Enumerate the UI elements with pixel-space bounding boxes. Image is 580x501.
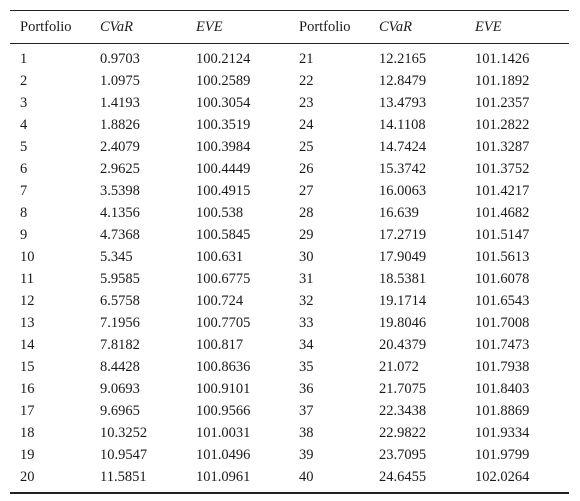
cell-portfolio-right: 28	[299, 204, 314, 221]
cell-cvar-right: 12.2165	[379, 50, 427, 67]
cell-portfolio-right: 27	[299, 182, 314, 199]
cell-portfolio-left: 2	[20, 72, 28, 89]
cell-portfolio-left: 5	[20, 138, 28, 155]
cell-portfolio-left: 10	[20, 248, 35, 265]
cell-eve-left: 100.724	[196, 292, 244, 309]
cell-eve-left: 100.538	[196, 204, 244, 221]
table-row	[10, 400, 569, 422]
cell-portfolio-left: 19	[20, 446, 35, 463]
cell-eve-right: 101.7938	[475, 358, 530, 375]
cell-portfolio-right: 31	[299, 270, 314, 287]
table-row	[10, 70, 569, 92]
cell-eve-left: 100.6775	[196, 270, 251, 287]
cell-cvar-right: 18.5381	[379, 270, 427, 287]
cell-eve-left: 101.0031	[196, 424, 251, 441]
cell-cvar-left: 5.345	[100, 248, 133, 265]
cell-portfolio-left: 11	[20, 270, 34, 287]
cell-eve-right: 101.6078	[475, 270, 530, 287]
cell-eve-right: 101.3287	[475, 138, 530, 155]
cell-cvar-left: 7.1956	[100, 314, 140, 331]
cell-portfolio-right: 40	[299, 468, 314, 485]
cell-cvar-right: 23.7095	[379, 446, 427, 463]
cell-portfolio-left: 13	[20, 314, 35, 331]
table-row	[10, 246, 569, 268]
cell-portfolio-right: 37	[299, 402, 314, 419]
cell-eve-left: 101.0961	[196, 468, 251, 485]
header-cvar-right: CVaR	[379, 18, 413, 35]
cell-eve-left: 100.7705	[196, 314, 251, 331]
table-row	[10, 466, 569, 493]
cell-cvar-left: 9.6965	[100, 402, 140, 419]
cell-portfolio-right: 29	[299, 226, 314, 243]
cell-cvar-left: 6.5758	[100, 292, 140, 309]
cell-portfolio-right: 32	[299, 292, 314, 309]
cell-cvar-left: 1.0975	[100, 72, 140, 89]
table-row	[10, 202, 569, 224]
cell-portfolio-left: 20	[20, 468, 35, 485]
cell-eve-right: 101.9799	[475, 446, 530, 463]
cell-cvar-left: 5.9585	[100, 270, 140, 287]
cell-portfolio-right: 25	[299, 138, 314, 155]
table-row	[10, 158, 569, 180]
cell-eve-left: 100.2589	[196, 72, 251, 89]
cell-portfolio-left: 12	[20, 292, 35, 309]
cell-eve-right: 101.8403	[475, 380, 530, 397]
cell-eve-left: 100.631	[196, 248, 244, 265]
cell-portfolio-right: 33	[299, 314, 314, 331]
cell-eve-right: 102.0264	[475, 468, 530, 485]
cell-cvar-left: 0.9703	[100, 50, 140, 67]
portfolio-table-container	[10, 10, 569, 494]
cell-cvar-left: 10.9547	[100, 446, 148, 463]
cell-eve-right: 101.6543	[475, 292, 530, 309]
table-body	[10, 44, 569, 494]
cell-eve-left: 100.817	[196, 336, 244, 353]
cell-cvar-right: 16.0063	[379, 182, 427, 199]
table-row	[10, 444, 569, 466]
cell-eve-left: 101.0496	[196, 446, 251, 463]
table-row	[10, 312, 569, 334]
cell-cvar-left: 4.7368	[100, 226, 140, 243]
cell-eve-right: 101.4682	[475, 204, 530, 221]
table-header-row	[10, 11, 569, 44]
cell-cvar-right: 20.4379	[379, 336, 427, 353]
cell-eve-right: 101.3752	[475, 160, 530, 177]
cell-portfolio-left: 6	[20, 160, 28, 177]
cell-cvar-right: 16.639	[379, 204, 419, 221]
cell-cvar-left: 2.4079	[100, 138, 140, 155]
table-row	[10, 136, 569, 158]
cell-cvar-left: 1.4193	[100, 94, 140, 111]
cell-eve-right: 101.2357	[475, 94, 530, 111]
cell-cvar-left: 3.5398	[100, 182, 140, 199]
cell-eve-right: 101.1892	[475, 72, 530, 89]
table-row	[10, 422, 569, 444]
cell-cvar-left: 1.8826	[100, 116, 140, 133]
header-cvar-left: CVaR	[100, 18, 134, 35]
table-row	[10, 180, 569, 202]
table-row	[10, 92, 569, 114]
cell-eve-left: 100.2124	[196, 50, 251, 67]
table-row	[10, 356, 569, 378]
cell-cvar-right: 17.9049	[379, 248, 427, 265]
cell-portfolio-right: 35	[299, 358, 314, 375]
header-portfolio-right: Portfolio	[299, 18, 351, 35]
cell-portfolio-right: 23	[299, 94, 314, 111]
cell-eve-left: 100.3519	[196, 116, 251, 133]
cell-cvar-left: 2.9625	[100, 160, 140, 177]
cell-cvar-right: 24.6455	[379, 468, 427, 485]
header-eve-left: EVE	[196, 18, 223, 35]
cell-cvar-left: 10.3252	[100, 424, 148, 441]
cell-eve-right: 101.7473	[475, 336, 530, 353]
cell-eve-left: 100.4449	[196, 160, 251, 177]
table-row	[10, 378, 569, 400]
cell-eve-right: 101.5613	[475, 248, 530, 265]
cell-portfolio-right: 38	[299, 424, 314, 441]
cell-cvar-left: 11.5851	[100, 468, 147, 485]
cell-portfolio-right: 30	[299, 248, 314, 265]
cell-eve-left: 100.9101	[196, 380, 251, 397]
portfolio-cvar-eve-table	[10, 10, 569, 494]
table-row	[10, 224, 569, 246]
cell-cvar-right: 22.3438	[379, 402, 427, 419]
header-eve-right: EVE	[475, 18, 502, 35]
cell-cvar-right: 15.3742	[379, 160, 427, 177]
cell-portfolio-right: 34	[299, 336, 314, 353]
cell-cvar-right: 14.1108	[379, 116, 426, 133]
cell-portfolio-left: 1	[20, 50, 28, 67]
cell-portfolio-left: 7	[20, 182, 28, 199]
cell-portfolio-left: 3	[20, 94, 28, 111]
cell-portfolio-left: 8	[20, 204, 28, 221]
cell-eve-left: 100.9566	[196, 402, 251, 419]
cell-cvar-right: 12.8479	[379, 72, 427, 89]
cell-cvar-right: 19.8046	[379, 314, 427, 331]
cell-cvar-right: 17.2719	[379, 226, 427, 243]
cell-eve-right: 101.8869	[475, 402, 530, 419]
cell-portfolio-right: 39	[299, 446, 314, 463]
cell-eve-left: 100.4915	[196, 182, 251, 199]
table-row	[10, 114, 569, 136]
cell-portfolio-left: 16	[20, 380, 35, 397]
cell-portfolio-right: 24	[299, 116, 314, 133]
cell-portfolio-right: 21	[299, 50, 314, 67]
cell-eve-right: 101.5147	[475, 226, 530, 243]
table-row	[10, 44, 569, 71]
header-portfolio-left: Portfolio	[20, 18, 72, 35]
cell-eve-right: 101.7008	[475, 314, 530, 331]
cell-eve-right: 101.9334	[475, 424, 530, 441]
cell-cvar-left: 4.1356	[100, 204, 140, 221]
cell-eve-right: 101.4217	[475, 182, 530, 199]
cell-cvar-right: 22.9822	[379, 424, 427, 441]
cell-eve-right: 101.2822	[475, 116, 530, 133]
cell-portfolio-left: 14	[20, 336, 35, 353]
cell-cvar-right: 14.7424	[379, 138, 427, 155]
cell-eve-left: 100.3054	[196, 94, 251, 111]
table-row	[10, 334, 569, 356]
cell-portfolio-left: 9	[20, 226, 28, 243]
cell-portfolio-left: 4	[20, 116, 28, 133]
cell-cvar-right: 19.1714	[379, 292, 427, 309]
cell-portfolio-left: 17	[20, 402, 35, 419]
cell-cvar-right: 13.4793	[379, 94, 427, 111]
cell-cvar-right: 21.7075	[379, 380, 427, 397]
cell-portfolio-left: 15	[20, 358, 35, 375]
cell-cvar-left: 8.4428	[100, 358, 140, 375]
cell-portfolio-right: 22	[299, 72, 314, 89]
cell-cvar-left: 7.8182	[100, 336, 140, 353]
cell-cvar-right: 21.072	[379, 358, 419, 375]
cell-cvar-left: 9.0693	[100, 380, 140, 397]
cell-portfolio-right: 26	[299, 160, 314, 177]
cell-eve-left: 100.5845	[196, 226, 251, 243]
cell-portfolio-left: 18	[20, 424, 35, 441]
cell-eve-left: 100.3984	[196, 138, 251, 155]
table-row	[10, 268, 569, 290]
table-row	[10, 290, 569, 312]
cell-eve-right: 101.1426	[475, 50, 530, 67]
cell-eve-left: 100.8636	[196, 358, 251, 375]
cell-portfolio-right: 36	[299, 380, 314, 397]
